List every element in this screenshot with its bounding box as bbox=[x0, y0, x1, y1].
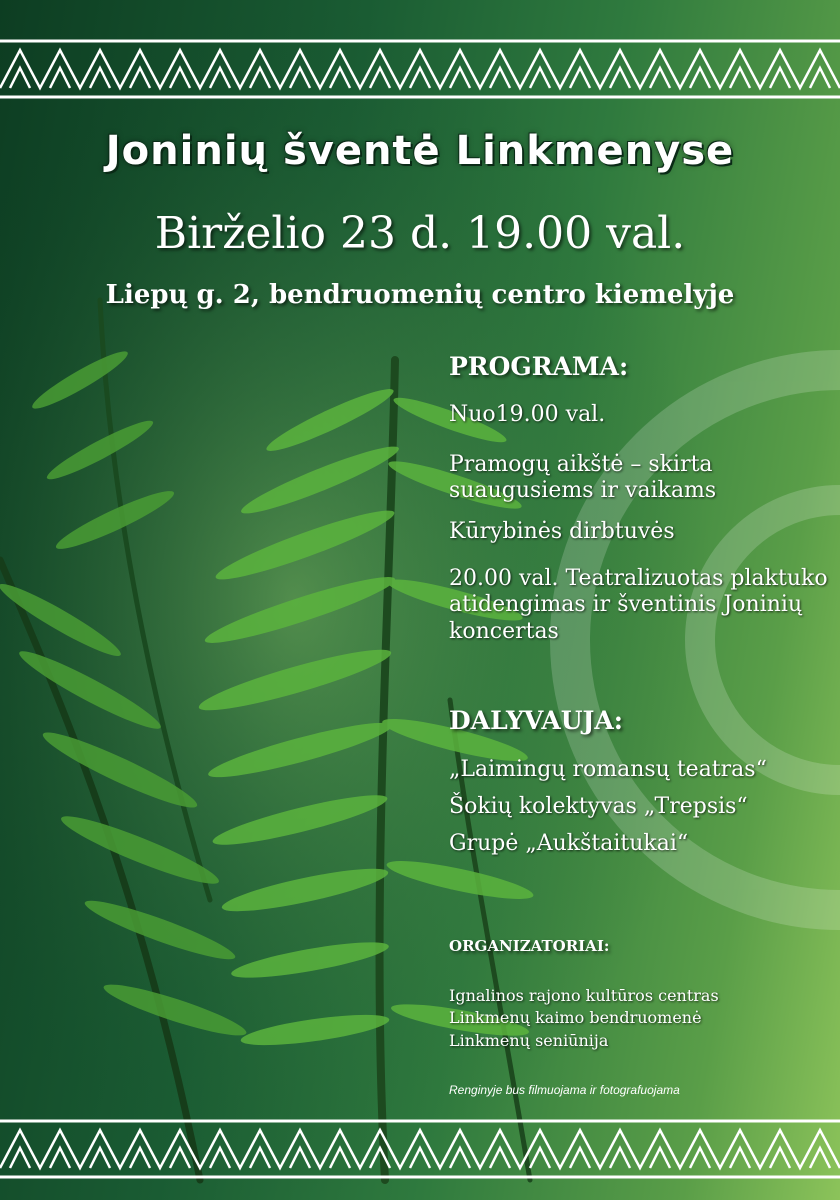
event-title: Joninių šventė Linkmenyse bbox=[105, 128, 735, 174]
organizer-item: Ignalinos rajono kultūros centras bbox=[449, 986, 719, 1005]
organizers-list bbox=[449, 985, 829, 1052]
organizer-item: Linkmenų seniūnija bbox=[449, 1030, 609, 1050]
folk-border-bottom bbox=[0, 1118, 840, 1180]
filming-notice: Renginyje bus filmuojama ir fotografuojama bbox=[449, 1083, 680, 1097]
program-heading: PROGRAMA: bbox=[449, 352, 629, 381]
program-item: Kūrybinės dirbtuvės bbox=[449, 519, 675, 544]
event-date-time: Birželio 23 d. 19.00 val. bbox=[154, 208, 686, 259]
organizers-heading: ORGANIZATORIAI: bbox=[449, 937, 610, 955]
participant-item: Grupė „Aukštaitukai“ bbox=[449, 831, 689, 856]
program-item: 20.00 val. Teatralizuotas plaktuko atidengimas ir šventinis Joninių koncertas bbox=[449, 566, 828, 644]
participant-item: Šokių kolektyvas „Trepsis“ bbox=[449, 794, 748, 819]
program-item: Pramogų aikštė – skirta suaugusiems ir vaikams bbox=[449, 452, 717, 504]
organizer-item: Linkmenų kaimo bendruomenė bbox=[449, 1008, 702, 1028]
program-item: Nuo19.00 val. bbox=[449, 402, 606, 427]
folk-border-top bbox=[0, 38, 840, 100]
participant-item: „Laimingų romansų teatras“ bbox=[449, 757, 767, 782]
event-address: Liepų g. 2, bendruomenių centro kiemelyje bbox=[105, 280, 735, 310]
participants-heading: DALYVAUJA: bbox=[449, 706, 624, 735]
